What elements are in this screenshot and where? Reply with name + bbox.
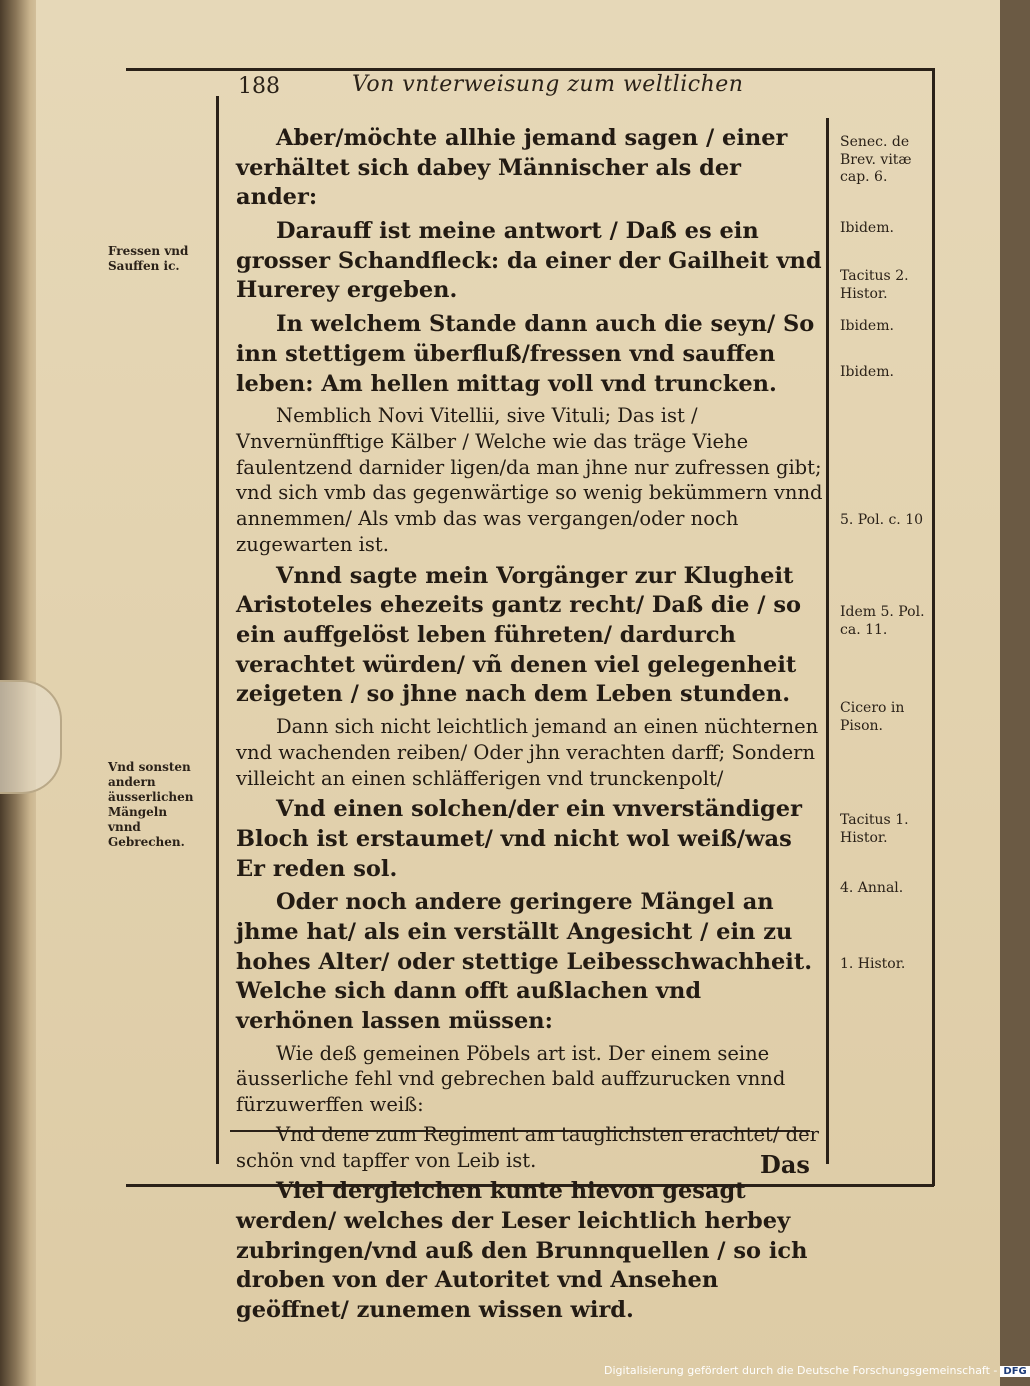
frame-top-rule	[126, 68, 934, 71]
running-title: Von vnterweisung zum weltlichen	[352, 72, 744, 97]
paragraph: Aber/möchte allhie jemand sagen / einer verhältet sich dabey Männischer als der ander:	[236, 125, 788, 211]
paragraph: Oder noch andere geringere Mängel an jhme hat/ als ein verställt Angesicht / ein zu hohes Alter/ oder stettige Leibesschwachheit. Welche sich dann offt außlachen vnd verhönen lassen müssen:	[236, 889, 813, 1035]
page-number: 188	[238, 74, 280, 99]
credit-text: Digitalisierung gefördert durch die Deutsche Forschungsgemeinschaft -	[604, 1364, 998, 1377]
outer-right-rule	[932, 68, 935, 1186]
paragraph: Dann sich nicht leichtlich jemand an einen nüchternen vnd wachenden reiben/ Oder jhn verachten darff; Sondern villeicht an einen schläfferigen vnd trunckenpolt/	[236, 715, 819, 790]
dfg-logo: DFG	[1000, 1366, 1029, 1377]
paragraph: Viel dergleichen kunte hievon gesagt werden/ welches der Leser leichtlich herbey zubringen/vnd auß den Brunnquellen / so ich droben von der Autoritet vnd Ansehen geöffnet/ zunemen wissen wird.	[236, 1178, 808, 1324]
right-marginal-note: Ibidem.	[840, 318, 894, 334]
right-marginal-note: Ibidem.	[840, 220, 894, 236]
page-clip	[0, 680, 62, 794]
right-marginal-note: Idem 5. Pol. ca. 11.	[840, 604, 925, 638]
paragraph: Darauff ist meine antwort / Daß es ein grosser Schandfleck: da einer der Gailheit vnd Hurerey ergeben.	[236, 218, 822, 304]
paragraph: In welchem Stande dann auch die seyn/ So inn stettigem überfluß/fressen vnd sauffen leben: Am hellen mittag voll vnd truncken.	[236, 311, 815, 397]
digitization-credit	[604, 1364, 1030, 1377]
right-marginal-note: Senec. de Brev. vitæ cap. 6.	[840, 134, 912, 185]
paragraph: Nemblich Novi Vitellii, sive Vituli; Das ist / Vnvernünfftige Kälber / Welche wie das träge Viehe faulentzend darnider ligen/da man jhne nur zufressen gibt; vnd sich vmb das gegenwärtige so wenig bekümmern vnnd annemmen/ Als vmb das was vergangen/oder noch zugewarten ist.	[236, 404, 823, 556]
paragraph: Vnd dene zum Regiment am tauglichsten erachtet/ der schön vnd tapffer von Leib ist.	[236, 1122, 819, 1172]
right-marginal-note: 5. Pol. c. 10	[840, 512, 924, 528]
left-marginal-note: Fressen vnd Sauffen ic.	[108, 244, 189, 273]
catchword: Das	[760, 1150, 810, 1179]
right-marginal-note: 1. Histor.	[840, 956, 906, 972]
left-marginal-note: Vnd sonsten andern äusserlichen Mängeln vnnd Gebrechen.	[108, 760, 194, 849]
right-marginal-note: Ibidem.	[840, 364, 894, 380]
main-text	[236, 124, 826, 1330]
paragraph: Vnd einen solchen/der ein vnverständiger Bloch ist erstaumet/ vnd nicht wol weiß/was Er reden sol.	[236, 796, 802, 882]
left-column-rule	[216, 96, 219, 1164]
right-marginal-note: Tacitus 1. Histor.	[840, 812, 909, 846]
paragraph: Wie deß gemeinen Pöbels art ist. Der einem seine äusserliche fehl vnd gebrechen bald auffzurucken vnnd fürzuwerffen weiß:	[236, 1041, 786, 1117]
right-marginal-note: Tacitus 2. Histor.	[840, 268, 909, 302]
paragraph: Vnnd sagte mein Vorgänger zur Klugheit Aristoteles ehezeits gantz recht/ Daß die / so ein auffgelöst leben führeten/ dardurch verachtet würden/ vñ denen viel gelegenheit zeigeten / so jhne nach dem Leben stunden.	[236, 562, 802, 708]
right-marginal-note: Cicero in Pison.	[840, 700, 905, 734]
right-marginal-note: 4. Annal.	[840, 880, 904, 896]
right-column-rule	[826, 118, 829, 1164]
